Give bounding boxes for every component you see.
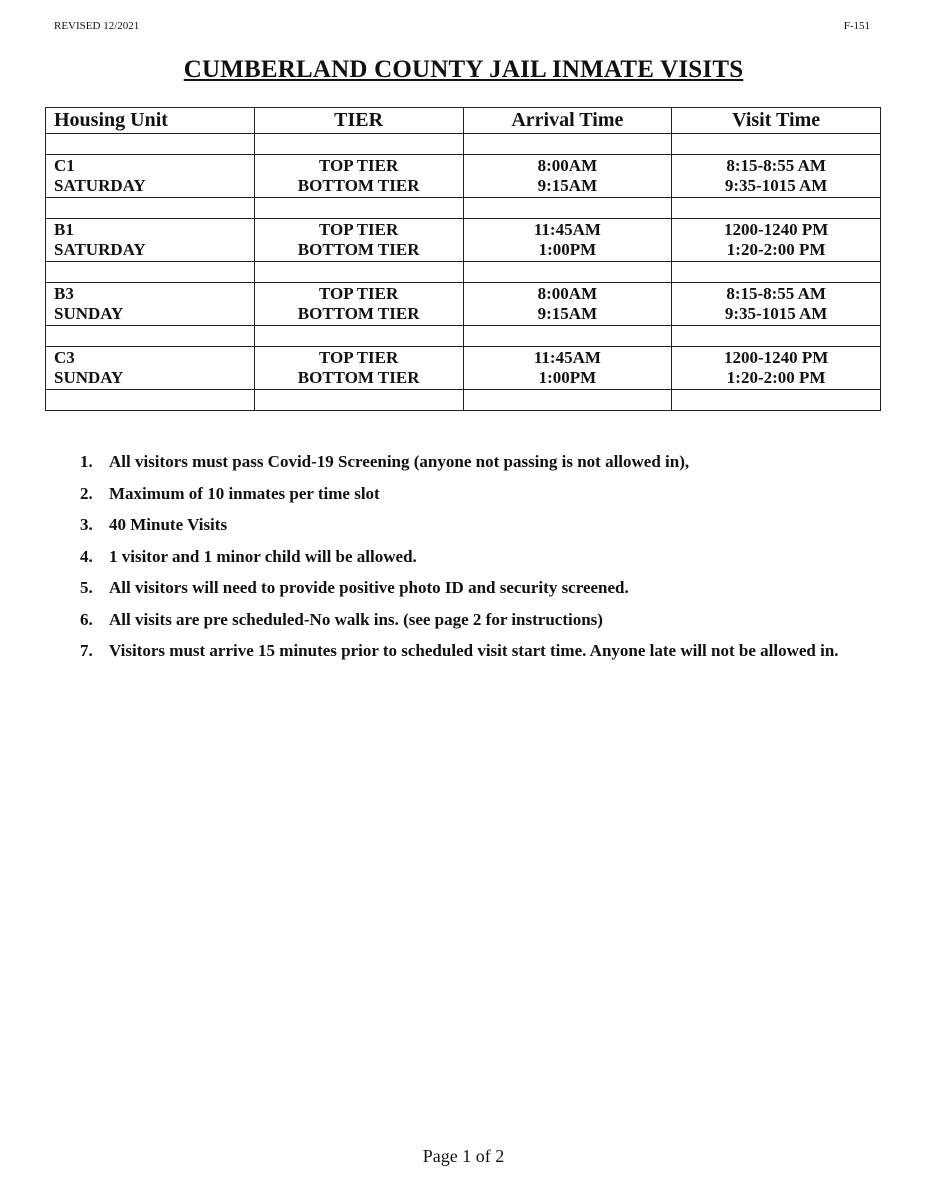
table-spacer-row	[46, 134, 881, 155]
empty-cell	[463, 262, 672, 283]
visit-day: SATURDAY	[54, 240, 146, 259]
tier-top: TOP TIER	[319, 220, 399, 239]
arrival-time-cell	[463, 283, 672, 326]
table-spacer-row	[46, 326, 881, 347]
empty-cell	[46, 198, 255, 219]
column-header-visit-time: Visit Time	[672, 108, 881, 134]
visit-time-top: 8:15-8:55 AM	[726, 156, 826, 175]
rule-text: Visitors must arrive 15 minutes prior to scheduled visit start time. Anyone late will not be allowed in.	[109, 641, 839, 660]
visit-rules-list	[80, 446, 880, 667]
housing-unit: C1	[54, 156, 75, 175]
table-row	[46, 283, 881, 326]
visit-time-bottom: 9:35-1015 AM	[724, 176, 828, 195]
arrival-time-top: 11:45AM	[533, 348, 601, 367]
visit-time-top: 1200-1240 PM	[723, 220, 829, 239]
list-item	[80, 635, 880, 667]
list-number: 4.	[80, 546, 93, 566]
visit-time-cell	[672, 219, 881, 262]
visit-time-bottom: 9:35-1015 AM	[724, 304, 828, 323]
empty-cell	[463, 198, 672, 219]
visit-time-top: 1200-1240 PM	[723, 348, 829, 367]
list-number: 5.	[80, 578, 93, 597]
list-number: 1.	[80, 452, 93, 471]
empty-cell	[254, 326, 463, 347]
tier-bottom: BOTTOM TIER	[297, 368, 420, 387]
arrival-time-top: 8:00AM	[537, 156, 598, 175]
table-spacer-row	[46, 198, 881, 219]
revision-date: REVISED 12/2021	[54, 20, 140, 32]
list-item	[80, 604, 880, 636]
tier-top: TOP TIER	[319, 284, 399, 303]
arrival-time-cell	[463, 219, 672, 262]
rule-text: All visitors must pass Covid-19 Screening (anyone not passing is not allowed in),	[109, 452, 690, 471]
visit-time-cell	[672, 283, 881, 326]
list-number: 7.	[80, 641, 93, 660]
visit-time-bottom: 1:20-2:00 PM	[726, 240, 826, 259]
housing-unit: B3	[54, 284, 74, 303]
tier-bottom: BOTTOM TIER	[297, 304, 420, 323]
visit-time-cell	[672, 155, 881, 198]
empty-cell	[254, 390, 463, 411]
visit-day: SUNDAY	[54, 368, 124, 387]
rule-text: All visits are pre scheduled-No walk ins. (see page 2 for instructions)	[109, 609, 603, 629]
visit-schedule-table	[45, 107, 881, 411]
list-item	[80, 541, 880, 573]
visit-day: SUNDAY	[54, 304, 124, 323]
visit-time-bottom: 1:20-2:00 PM	[726, 368, 826, 387]
list-item	[80, 446, 880, 478]
form-number: F-151	[843, 20, 870, 32]
empty-cell	[463, 134, 672, 155]
table-row	[46, 347, 881, 390]
document-title: CUMBERLAND COUNTY JAIL INMATE VISITS	[183, 56, 744, 83]
empty-cell	[463, 326, 672, 347]
visit-time-cell	[672, 347, 881, 390]
tier-cell	[254, 283, 463, 326]
empty-cell	[254, 262, 463, 283]
table-header-row	[46, 108, 881, 134]
tier-top: TOP TIER	[319, 156, 399, 175]
rule-text: 1 visitor and 1 minor child will be allowed.	[109, 546, 417, 566]
empty-cell	[672, 326, 881, 347]
tier-cell	[254, 219, 463, 262]
housing-unit: C3	[54, 348, 75, 367]
tier-bottom: BOTTOM TIER	[297, 240, 420, 259]
empty-cell	[672, 262, 881, 283]
column-header-arrival-time: Arrival Time	[463, 108, 672, 134]
visit-day: SATURDAY	[54, 176, 146, 195]
visit-time-top: 8:15-8:55 AM	[726, 284, 826, 303]
tier-cell	[254, 347, 463, 390]
housing-unit-cell	[46, 283, 255, 326]
list-item	[80, 572, 880, 604]
list-number: 6.	[80, 609, 93, 629]
empty-cell	[46, 326, 255, 347]
arrival-time-cell	[463, 347, 672, 390]
rule-text: Maximum of 10 inmates per time slot	[109, 483, 380, 503]
tier-cell	[254, 155, 463, 198]
empty-cell	[254, 198, 463, 219]
column-header-housing-unit: Housing Unit	[46, 108, 255, 134]
tier-top: TOP TIER	[319, 348, 399, 367]
rule-text: 40 Minute Visits	[109, 515, 228, 534]
rule-text: All visitors will need to provide positive photo ID and security screened.	[109, 578, 629, 597]
table-spacer-row	[46, 262, 881, 283]
tier-bottom: BOTTOM TIER	[297, 176, 420, 195]
housing-unit-cell	[46, 219, 255, 262]
empty-cell	[672, 134, 881, 155]
arrival-time-bottom: 9:15AM	[537, 304, 598, 323]
list-number: 2.	[80, 483, 93, 503]
empty-cell	[672, 390, 881, 411]
housing-unit-cell	[46, 155, 255, 198]
table-spacer-row	[46, 390, 881, 411]
arrival-time-bottom: 9:15AM	[537, 176, 598, 195]
empty-cell	[463, 390, 672, 411]
table-row	[46, 219, 881, 262]
empty-cell	[46, 262, 255, 283]
empty-cell	[46, 390, 255, 411]
housing-unit-cell	[46, 347, 255, 390]
column-header-tier: TIER	[254, 108, 463, 134]
housing-unit: B1	[54, 220, 74, 239]
arrival-time-top: 11:45AM	[533, 220, 601, 239]
arrival-time-cell	[463, 155, 672, 198]
empty-cell	[254, 134, 463, 155]
list-item	[80, 509, 880, 541]
list-item	[80, 478, 880, 510]
empty-cell	[46, 134, 255, 155]
arrival-time-top: 8:00AM	[537, 284, 598, 303]
list-number: 3.	[80, 515, 93, 534]
page-number: Page 1 of 2	[422, 1146, 505, 1166]
empty-cell	[672, 198, 881, 219]
arrival-time-bottom: 1:00PM	[538, 240, 597, 259]
arrival-time-bottom: 1:00PM	[538, 368, 597, 387]
table-row	[46, 155, 881, 198]
